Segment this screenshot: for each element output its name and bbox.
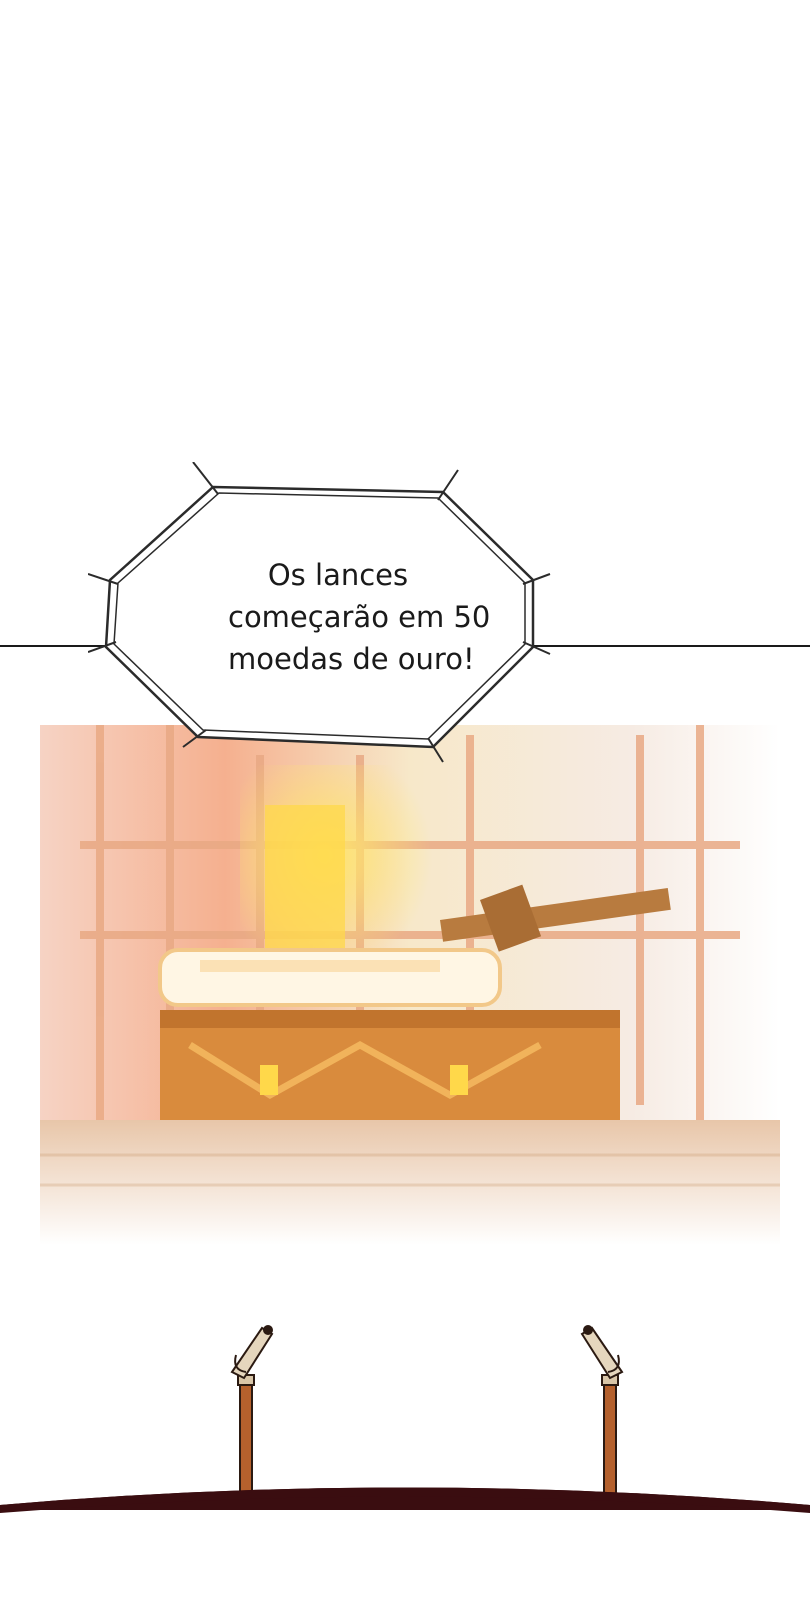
stage-illustration bbox=[0, 1320, 810, 1600]
stage-area bbox=[0, 1320, 810, 1600]
auction-scene-illustration bbox=[40, 725, 780, 1245]
speech-bubble bbox=[88, 462, 558, 772]
speech-bubble-text bbox=[228, 554, 491, 680]
auction-scene bbox=[40, 725, 780, 1245]
floor bbox=[40, 1120, 780, 1245]
auction-table bbox=[160, 1010, 620, 1125]
stage-lower-fill bbox=[0, 1510, 810, 1600]
speech-line-1: Os lances bbox=[267, 558, 409, 592]
speech-line-2: começarão em 50 bbox=[228, 600, 491, 634]
speech-line-3: moedas de ouro! bbox=[228, 642, 475, 676]
